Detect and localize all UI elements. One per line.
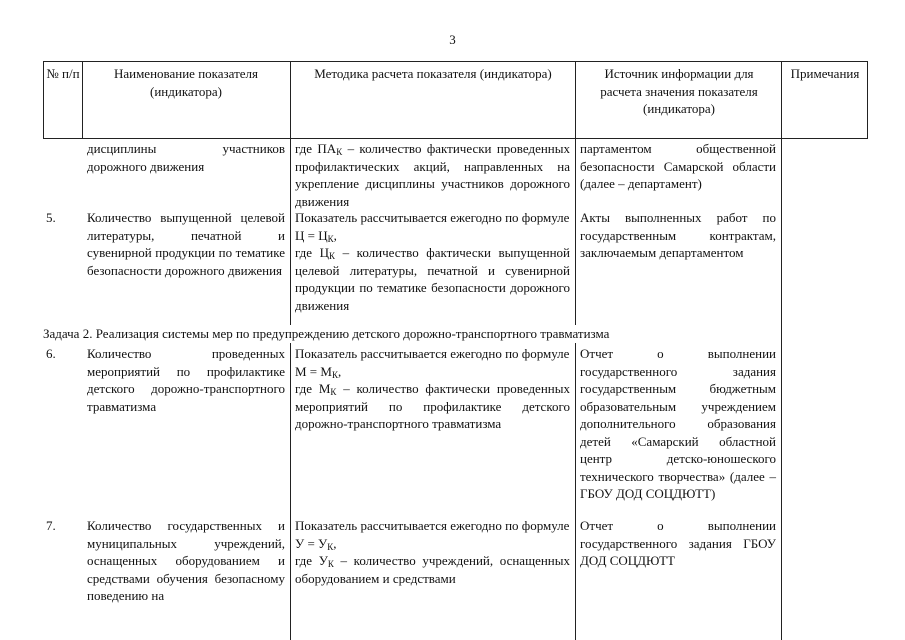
column-rule: [82, 61, 83, 139]
row6-method: Показатель рассчитывается ежегодно по формуле $М = М_К$, где $М_К$ – количество фактически проведенных мероприятий по профилактике детского дорожно-транспортного травматизма: [295, 346, 570, 431]
column-rule: [290, 61, 291, 640]
header-num: № п/п: [46, 66, 80, 81]
column-rule: [781, 61, 782, 640]
header-bottom-rule: [43, 138, 868, 139]
column-rule: [867, 61, 868, 139]
row5-method: Показатель рассчитывается ежегодно по формуле $Ц = Ц_К$, где $Ц_К$ – количество фактически выпущенной целевой литературы, печатной и сувенирной продукции по тематике безопасности дорожного движения: [295, 210, 570, 313]
row6-name: Количество проведенных мероприятий по профилактике детского дорожно-транспортного травматизма: [87, 346, 285, 414]
header-notes: Примечания: [790, 66, 860, 81]
row7-num: 7.: [46, 518, 56, 533]
row7-formula: $У = У_К$,: [295, 535, 337, 552]
row7-source: Отчет о выполнении государственного задания ГБОУ ДОД СОЦДЮТТ: [580, 518, 776, 568]
page-number: 3: [449, 32, 456, 47]
row5-name: Количество выпущенной целевой литературы, печатной и сувенирной продукции по тематике безопасности дорожного движения: [87, 210, 285, 278]
table-top-rule: [43, 61, 868, 62]
row5-source: Акты выполненных работ по государственным контрактам, заключаемым департаментом: [580, 210, 776, 260]
row7-name: Количество государственных и муниципальных учреждений, оснащенных оборудованием и средствами обучения безопасному поведению на: [87, 518, 285, 603]
indicator-table: [43, 61, 868, 640]
cont-method: где $ПА_К$ – количество фактически проведенных профилактических акций, направленных на укрепление дисциплины участников дорожного движения: [295, 141, 570, 209]
cont-name: дисциплины участников дорожного движения: [87, 141, 285, 174]
row7-method: Показатель рассчитывается ежегодно по формуле $У = У_К$, где $У_К$ – количество учреждений, оснащенных оборудованием и средствами: [295, 518, 571, 586]
header-method: Методика расчета показателя (индикатора): [314, 66, 552, 81]
row6-num: 6.: [46, 346, 56, 361]
task-2-heading: Задача 2. Реализация системы мер по предупреждению детского дорожно-транспортного травматизма: [43, 326, 610, 341]
column-rule: [575, 61, 576, 640]
row5-num: 5.: [46, 210, 56, 225]
column-rule: [43, 61, 44, 139]
cont-source: партаментом общественной безопасности Самарской области (далее – департамент): [580, 141, 776, 191]
row6-source: Отчет о выполнении государственного задания государственным бюджетным образовательным учреждением дополнительного образования детей «Самарский областной центр детско-юношеского технического творчества» (далее – ГБОУ ДОД СОЦДЮТТ): [580, 346, 776, 501]
header-name: Наименование показателя (индикатора): [113, 66, 259, 99]
row6-formula: $М = М_К$,: [295, 363, 342, 380]
header-source: Источник информации для расчета значения показателя (индикатора): [600, 66, 758, 116]
row5-formula: $Ц = Ц_К$,: [295, 227, 337, 244]
